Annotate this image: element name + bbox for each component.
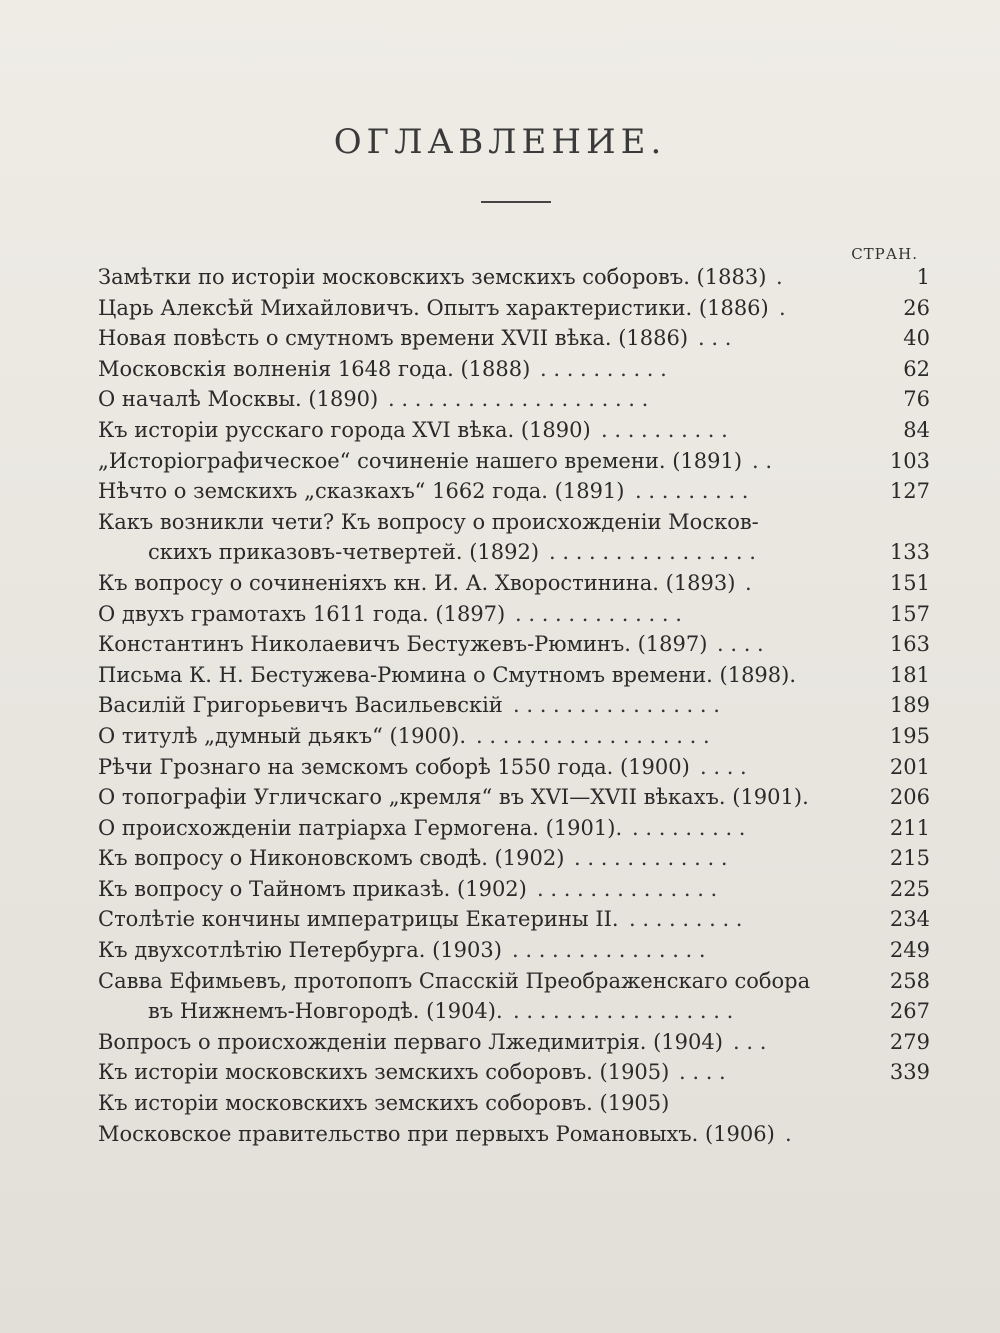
toc-entry-page: 206: [889, 785, 930, 810]
toc-entry-leader: . . . . . . . . . . . . . . . . . . . .: [388, 387, 649, 412]
toc-entry-page: 163: [889, 632, 930, 657]
toc-entry: [98, 813, 930, 844]
toc-entry-title: скихъ приказовъ-четвертей. (1892): [148, 540, 540, 565]
toc-entry-leader: . . . .: [679, 1060, 726, 1085]
toc-entry-title: Савва Ефимьевъ, протопопъ Спасскій Преображенскаго собора: [98, 968, 811, 993]
toc-entry-leader: . . . .: [700, 754, 747, 779]
toc-entry-title: Къ исторіи русскаго города XVI вѣка. (1890): [98, 417, 591, 442]
toc-entry-title: Константинъ Николаевичъ Бестужевъ-Рюминъ. (1897): [98, 632, 708, 657]
toc-entry-title: Нѣчто о земскихъ „сказкахъ“ 1662 года. (1891): [98, 479, 625, 504]
toc-entry-leader: . . . . . . . . . . . . . . . .: [513, 693, 720, 718]
toc-entry-page: 189: [889, 693, 930, 718]
toc-entry-title: „Исторіографическое“ сочиненіе нашего времени. (1891): [98, 448, 743, 473]
toc-entry: [98, 262, 930, 293]
toc-entry-leader: . . . . . . . . . .: [601, 417, 728, 442]
toc-entry-page: 339: [889, 1060, 930, 1085]
toc-entry-leader: . . .: [733, 1029, 767, 1054]
table-of-contents: [98, 262, 930, 1149]
toc-entry: [98, 782, 930, 813]
toc-entry-page: 76: [903, 387, 930, 412]
toc-entry-title: Къ вопросу о Тайномъ приказѣ. (1902): [98, 876, 527, 901]
toc-entry: [98, 1119, 930, 1150]
page-title: ОГЛАВЛЕНИЕ.: [333, 122, 667, 162]
toc-entry-page: 225: [889, 876, 930, 901]
title-divider: [481, 201, 551, 203]
toc-entry: [98, 1088, 930, 1119]
toc-entry-page: 234: [889, 907, 930, 932]
toc-entry-page: 84: [903, 417, 930, 442]
toc-entry-leader: . . . . . . . . . . . . . . .: [512, 938, 706, 963]
toc-entry-page: 26: [903, 295, 930, 320]
toc-entry: [98, 1057, 930, 1088]
toc-entry-page: 157: [889, 601, 930, 626]
toc-entry: [98, 384, 930, 415]
toc-entry: [98, 293, 930, 324]
toc-entry-title: Къ исторіи московскихъ земскихъ соборовъ. (1905): [98, 1091, 670, 1116]
toc-entry-title: Письма К. Н. Бестужева-Рюмина о Смутномъ времени. (1898).: [98, 662, 797, 687]
toc-entry-page: 201: [889, 754, 930, 779]
toc-entry-page: 211: [889, 815, 930, 840]
toc-entry-page: 279: [889, 1029, 930, 1054]
toc-entry-title: О титулѣ „думный дьякъ“ (1900).: [98, 723, 467, 748]
toc-entry-title: Василій Григорьевичъ Васильевскій: [98, 693, 503, 718]
toc-entry-page: 133: [889, 540, 930, 565]
toc-entry-title: Новая повѣсть о смутномъ времени XVII вѣка. (1886): [98, 326, 689, 351]
toc-entry: [98, 599, 930, 630]
toc-entry-leader: . . . . . . . . .: [632, 815, 746, 840]
toc-entry-title: Вопросъ о происхожденіи перваго Лжедимитрія. (1904): [98, 1029, 723, 1054]
toc-entry-title: Московскія волненія 1648 года. (1888): [98, 356, 531, 381]
toc-entry-page: 258: [889, 968, 930, 993]
toc-entry: [98, 415, 930, 446]
toc-entry: [98, 568, 930, 599]
toc-entry-title: Къ двухсотлѣтію Петербурга. (1903): [98, 938, 502, 963]
toc-entry: [98, 752, 930, 783]
toc-entry-leader: . . .: [698, 326, 732, 351]
toc-entry-page: 267: [889, 999, 930, 1024]
toc-entry: [98, 1027, 930, 1058]
toc-entry-leader: . . . . . . . . . . . .: [574, 846, 728, 871]
toc-entry-page: 1: [916, 265, 930, 289]
toc-entry-page: 127: [889, 479, 930, 504]
toc-entry: [98, 721, 930, 752]
toc-entry-leader: . . . . . . . . . . . . . . . .: [549, 540, 756, 565]
toc-entry: [98, 446, 930, 477]
toc-entry-leader: .: [779, 295, 786, 320]
toc-entry-title: Замѣтки по исторіи московскихъ земскихъ соборовъ. (1883): [98, 265, 767, 289]
toc-entry-leader: . . . . . . . . . .: [540, 356, 667, 381]
toc-entry-leader: . . . . . . . . . . . . . .: [537, 876, 718, 901]
toc-entry-title: Московское правительство при первыхъ Романовыхъ. (1906): [98, 1121, 775, 1146]
toc-entry: [98, 690, 930, 721]
toc-entry: [98, 660, 930, 691]
toc-entry: [98, 996, 930, 1027]
toc-entry-leader: . . . . . . . . . . . . .: [515, 601, 682, 626]
toc-entry-title: О двухъ грамотахъ 1611 года. (1897): [98, 601, 506, 626]
toc-entry-title: О началѣ Москвы. (1890): [98, 387, 379, 412]
toc-entry: [98, 354, 930, 385]
toc-entry: [98, 323, 930, 354]
toc-entry-title: Царь Алексѣй Михайловичъ. Опытъ характеристики. (1886): [98, 295, 769, 320]
page-column-header: СТРАН.: [851, 245, 918, 263]
toc-entry: [98, 935, 930, 966]
toc-entry-leader: .: [776, 265, 783, 289]
toc-entry-leader: . . . . . . . . .: [635, 479, 749, 504]
toc-entry-title: Къ исторіи московскихъ земскихъ соборовъ. (1905): [98, 1060, 670, 1085]
toc-entry-leader: .: [785, 1121, 792, 1146]
toc-entry-page: 151: [889, 570, 930, 595]
toc-entry: [98, 843, 930, 874]
toc-entry-leader: . . . . . . . . .: [629, 907, 743, 932]
toc-entry-title: Столѣтіе кончины императрицы Екатерины II.: [98, 907, 619, 932]
toc-entry-title: Рѣчи Грознаго на земскомъ соборѣ 1550 года. (1900): [98, 754, 690, 779]
toc-entry-title: Какъ возникли чети? Къ вопросу о происхожденіи Москов-: [98, 509, 759, 534]
toc-entry-leader: . .: [752, 448, 773, 473]
toc-entry-page: 40: [903, 326, 930, 351]
toc-entry-title: О происхожденіи патріарха Гермогена. (1901).: [98, 815, 623, 840]
toc-entry-title: Къ вопросу о Никоновскомъ сводѣ. (1902): [98, 846, 565, 871]
toc-entry: [98, 629, 930, 660]
toc-entry: [98, 904, 930, 935]
toc-entry-leader: . . . .: [717, 632, 764, 657]
toc-entry-title: О топографіи Угличскаго „кремля“ въ XVI—XVII вѣкахъ. (1901).: [98, 785, 809, 810]
toc-entry: [98, 966, 930, 997]
toc-entry-title: Къ вопросу о сочиненіяхъ кн. И. А. Хворостинина. (1893): [98, 570, 736, 595]
toc-entry-page: 181: [889, 662, 930, 687]
toc-entry-page: 249: [889, 938, 930, 963]
toc-entry-leader: . . . . . . . . . . . . . . . . .: [513, 999, 734, 1024]
toc-entry: [98, 476, 930, 507]
toc-entry-leader: . . . . . . . . . . . . . . . . . .: [476, 723, 710, 748]
toc-entry-page: 215: [889, 846, 930, 871]
toc-entry: [98, 507, 930, 538]
toc-entry-leader: .: [745, 570, 752, 595]
toc-entry-title: въ Нижнемъ-Новгородѣ. (1904).: [148, 999, 503, 1024]
toc-entry: [98, 874, 930, 905]
toc-entry-page: 62: [903, 356, 930, 381]
toc-entry-page: 195: [889, 723, 930, 748]
toc-entry-page: 103: [889, 448, 930, 473]
toc-entry: [98, 537, 930, 568]
